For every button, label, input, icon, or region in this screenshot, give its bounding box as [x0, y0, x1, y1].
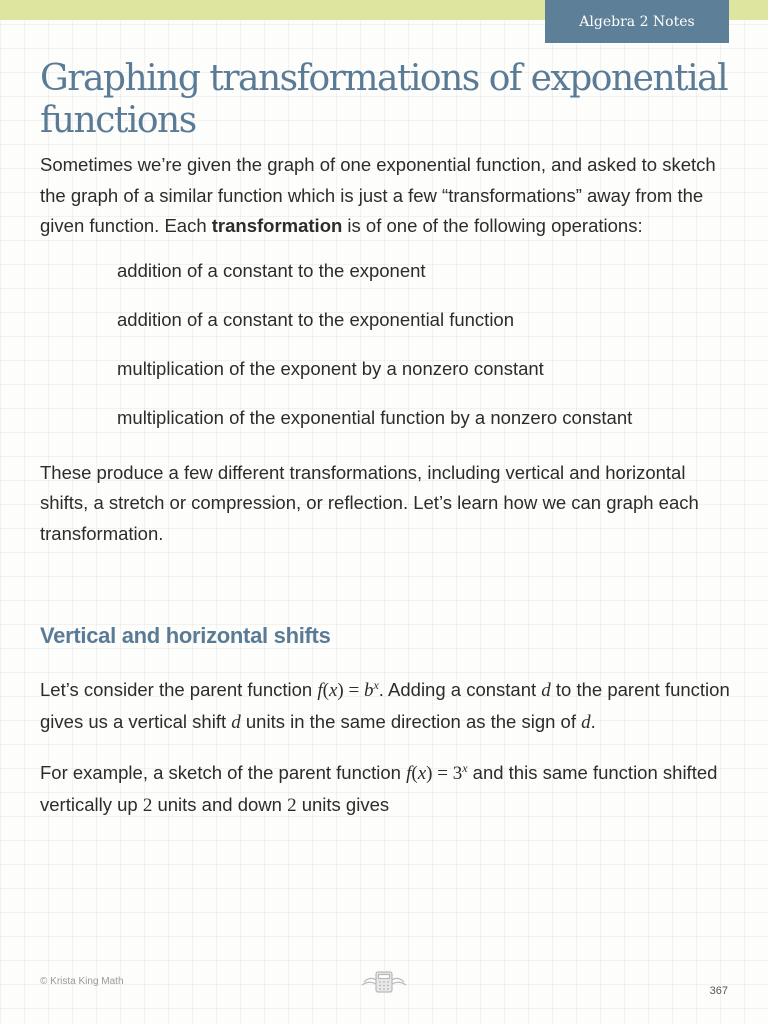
- footer-copyright: © Krista King Math: [40, 976, 124, 987]
- header-tab: [545, 0, 729, 43]
- math-symbol: (: [322, 680, 329, 701]
- intro-text-2: is of one of the following operations:: [342, 215, 643, 236]
- math-number: 3: [452, 763, 463, 784]
- intro-text-1: Sometimes we’re given the graph of one exponential function, and asked to sketch the graph of a similar function which is just a few “transformations” away from the given function. Each: [40, 154, 716, 236]
- text-span: For example, a sketch of the parent function: [40, 762, 407, 783]
- math-expression: [317, 680, 378, 701]
- math-symbol: (: [411, 763, 418, 784]
- text-span: . Adding a constant: [378, 679, 542, 700]
- text-span: units gives: [296, 793, 390, 815]
- math-exponent: x: [373, 678, 379, 692]
- example-paragraph: [40, 758, 730, 821]
- header-tab-label: Algebra 2 Notes: [579, 13, 695, 30]
- intro-paragraph: [40, 150, 730, 242]
- main-content: [40, 150, 730, 821]
- page-number: 367: [709, 985, 728, 997]
- page-title: Graphing transformations of exponential functions: [40, 58, 728, 141]
- math-number: 2: [142, 794, 153, 816]
- text-span: to the parent function gives us a vertical shift: [40, 679, 730, 732]
- list-item: multiplication of the exponential function by a nonzero constant: [117, 406, 633, 428]
- math-expression: [541, 680, 551, 701]
- summary-paragraph: These produce a few different transformations, including vertical and horizontal shifts, a stretch or compression, or reflection. Let’s learn how we can graph each transformation.: [40, 461, 699, 544]
- math-var: d: [581, 711, 591, 733]
- math-var: b: [363, 680, 374, 701]
- math-number: 2: [287, 794, 297, 816]
- math-var: d: [231, 711, 241, 733]
- math-var: d: [541, 680, 551, 701]
- list-item: addition of a constant to the exponential function: [117, 308, 515, 330]
- intro-bold-term: transformation: [211, 215, 343, 236]
- text-span: Let’s consider the parent function: [40, 679, 318, 700]
- math-var: f: [406, 763, 412, 784]
- math-exponent: x: [462, 761, 468, 775]
- calculator-logo-icon: [360, 968, 408, 994]
- operations-list: [40, 246, 730, 442]
- list-item: addition of a constant to the exponent: [117, 259, 426, 281]
- section-heading: Vertical and horizontal shifts: [40, 623, 331, 648]
- parent-function-paragraph: [40, 675, 730, 738]
- text-span: and this same function shifted vertically up: [40, 762, 718, 815]
- math-var: x: [328, 680, 338, 701]
- list-item: multiplication of the exponent by a nonzero constant: [117, 357, 544, 379]
- math-var: f: [317, 680, 323, 701]
- math-var: x: [417, 763, 427, 784]
- math-symbol: ) =: [426, 763, 453, 784]
- math-expression: [406, 763, 467, 784]
- math-symbol: ) =: [337, 680, 364, 701]
- text-span: .: [590, 710, 596, 732]
- text-span: units and down: [152, 793, 288, 815]
- math-expression: [581, 712, 591, 733]
- text-span: units in the same direction as the sign of: [240, 710, 582, 732]
- math-expression: [231, 712, 241, 733]
